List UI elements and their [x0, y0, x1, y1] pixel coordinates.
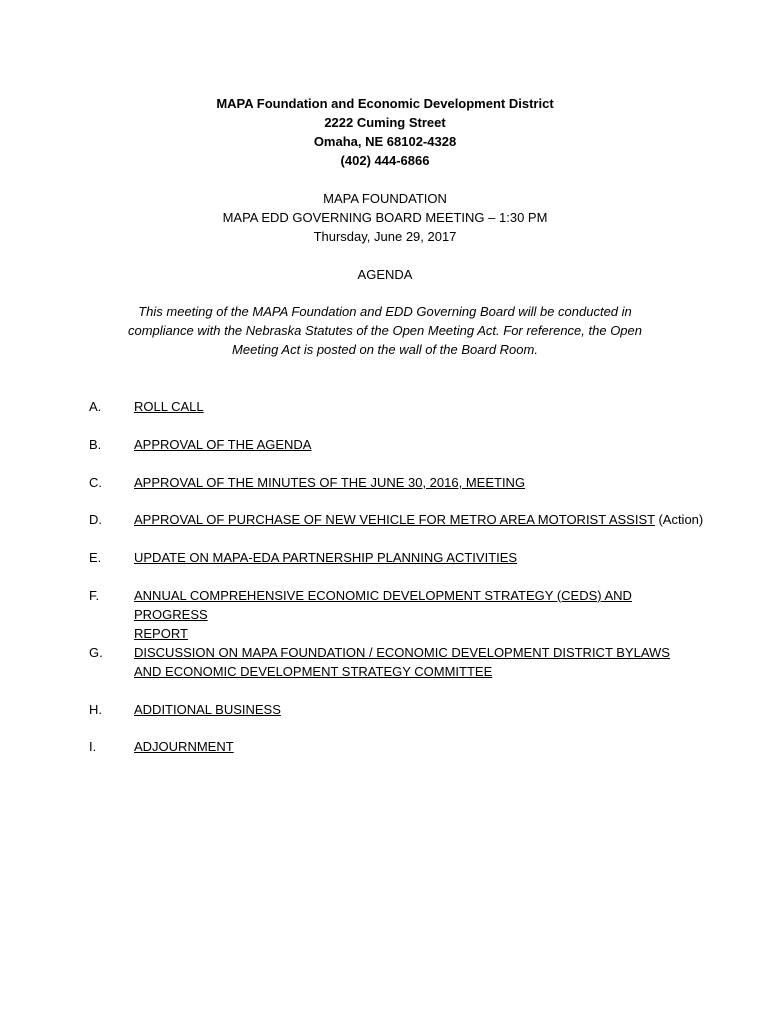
agenda-item-letter: I. — [89, 739, 97, 754]
meeting-title: MAPA EDD GOVERNING BOARD MEETING – 1:30 PM — [222, 210, 548, 225]
agenda-heading: AGENDA — [357, 267, 413, 282]
agenda-item-letter: H. — [89, 702, 102, 717]
agenda-item-title: APPROVAL OF PURCHASE OF NEW VEHICLE FOR METRO AREA MOTORIST ASSIST — [134, 512, 655, 527]
meeting-date: Thursday, June 29, 2017 — [313, 229, 457, 244]
agenda-item-letter: E. — [89, 550, 102, 565]
agenda-item-title: APPROVAL OF THE AGENDA — [134, 437, 312, 452]
agenda-item-title: ROLL CALL — [134, 399, 204, 414]
agenda-item-letter: G. — [89, 645, 103, 660]
notice-line: This meeting of the MAPA Foundation and EDD Governing Board will be conducted in — [138, 304, 632, 319]
agenda-item-letter: F. — [89, 588, 100, 603]
city-state-zip: Omaha, NE 68102-4328 — [313, 134, 457, 149]
document-header — [0, 94, 770, 284]
notice-line: compliance with the Nebraska Statutes of the Open Meeting Act. For reference, the Open — [127, 323, 642, 338]
foundation-title: MAPA FOUNDATION — [323, 191, 447, 206]
agenda-item-letter: A. — [89, 399, 102, 414]
agenda-item-letter: D. — [89, 512, 102, 527]
agenda-item-letter: B. — [89, 437, 102, 452]
agenda-item-title-continued: AND ECONOMIC DEVELOPMENT STRATEGY COMMITTEE — [134, 664, 493, 679]
agenda-item-title: ADJOURNMENT — [134, 739, 234, 754]
open-meeting-notice — [100, 302, 670, 359]
agenda-item-letter: C. — [89, 475, 102, 490]
agenda-item-title: DISCUSSION ON MAPA FOUNDATION / ECONOMIC DEVELOPMENT DISTRICT BYLAWS — [134, 645, 670, 660]
agenda-item-action-note: (Action) — [654, 512, 704, 527]
agenda-item-title-continued: REPORT — [134, 626, 188, 641]
notice-line: Meeting Act is posted on the wall of the Board Room. — [232, 342, 538, 357]
agenda-item-title: APPROVAL OF THE MINUTES OF THE JUNE 30, 2016, MEETING — [134, 475, 526, 490]
agenda-item-title: ANNUAL COMPREHENSIVE ECONOMIC DEVELOPMENT STRATEGY (CEDS) AND PROGRESS — [134, 588, 632, 622]
agenda-item-title: UPDATE ON MAPA-EDA PARTNERSHIP PLANNING ACTIVITIES — [134, 550, 518, 565]
street-address: 2222 Cuming Street — [324, 115, 446, 130]
agenda-item-title: ADDITIONAL BUSINESS — [134, 702, 281, 717]
org-name: MAPA Foundation and Economic Development District — [216, 96, 554, 111]
phone-number: (402) 444-6866 — [340, 153, 430, 168]
